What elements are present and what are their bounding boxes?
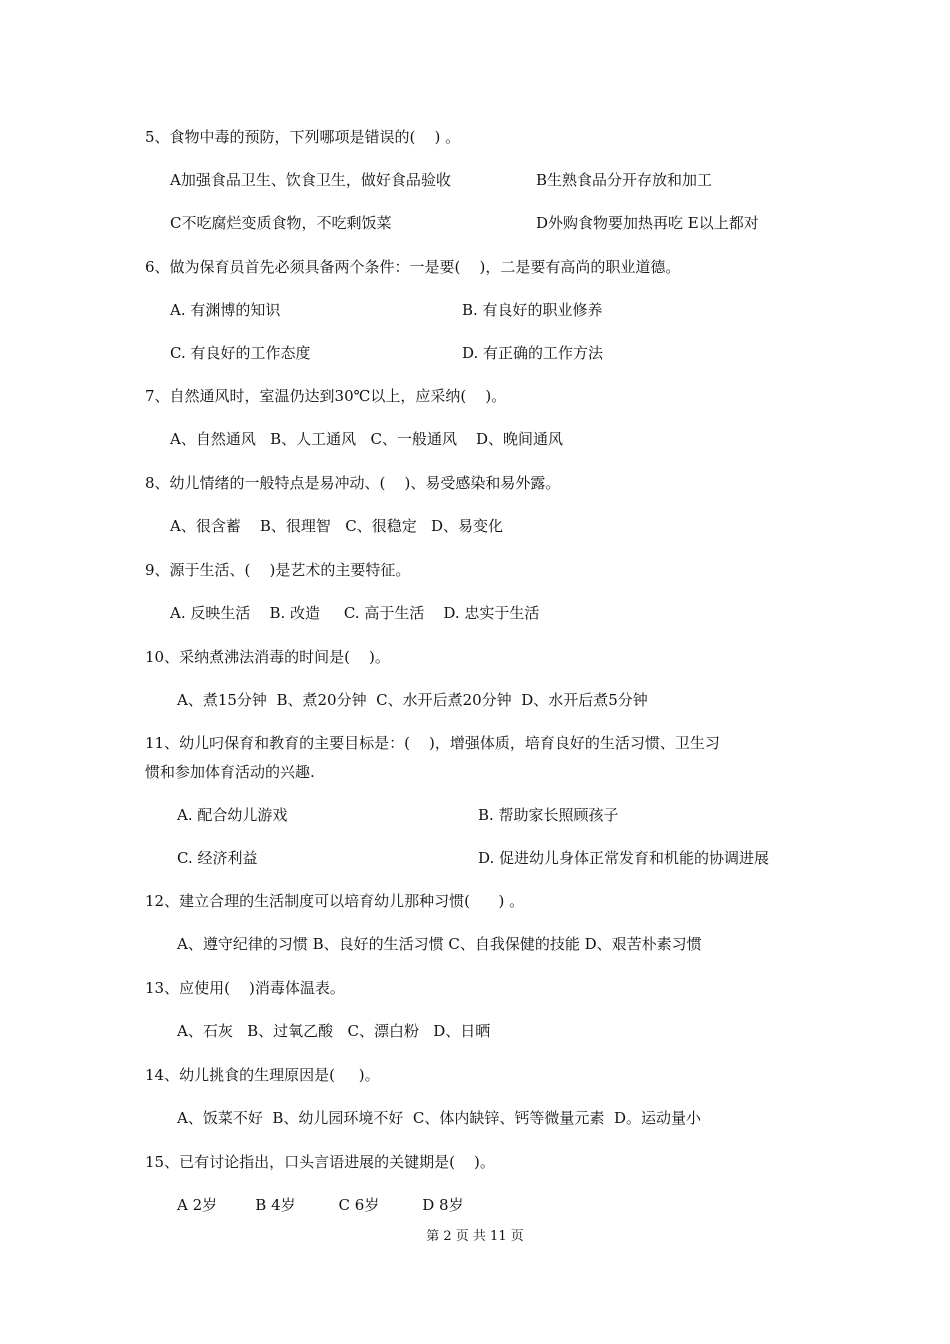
question-9-options: A. 反映生活 B. 改造 C. 高于生活 D. 忠实于生活 [170, 604, 540, 622]
question-15-stem: 15、已有讨论指出，口头言语进展的关键期是( )。 [145, 1153, 495, 1171]
page-footer: 第 2 页 共 11 页 [426, 1229, 524, 1244]
question-5-option-c: C不吃腐烂变质食物，不吃剩饭菜 [170, 214, 392, 232]
question-10-options: A、煮15分钟 B、煮20分钟 C、水开后煮20分钟 D、水开后煮5分钟 [177, 691, 648, 709]
question-5-option-d: D外购食物要加热再吃 E以上都对 [536, 214, 759, 232]
question-12-options: A、遵守纪律的习惯 B、良好的生活习惯 C、自我保健的技能 D、艰苦朴素习惯 [177, 935, 702, 953]
question-5-option-b: B生熟食品分开存放和加工 [536, 171, 713, 189]
question-7-stem: 7、自然通风时，室温仍达到30℃以上，应采纳( )。 [145, 387, 507, 405]
question-5-option-a: A加强食品卫生、饮食卫生，做好食品验收 [170, 171, 451, 189]
question-15-options: A 2岁 B 4岁 C 6岁 D 8岁 [177, 1196, 464, 1214]
question-11-stem: 11、幼儿叼保育和教育的主要目标是：( )，增强体质，培育良好的生活习惯、卫生习 [145, 734, 720, 752]
question-8-options: A、很含蓄 B、很理智 C、很稳定 D、易变化 [170, 517, 504, 535]
question-8-stem: 8、幼儿情绪的一般特点是易冲动、( )、易受感染和易外露。 [145, 474, 561, 492]
question-14-stem: 14、幼儿挑食的生理原因是( )。 [145, 1066, 380, 1084]
question-6-option-a: A. 有渊博的知识 [170, 301, 281, 319]
question-12-stem: 12、建立合理的生活制度可以培育幼儿那种习惯( ) 。 [145, 892, 525, 910]
question-10-stem: 10、采纳煮沸法消毒的时间是( )。 [145, 648, 390, 666]
question-14-options: A、饭菜不好 B、幼儿园环境不好 C、体内缺锌、钙等微量元素 D。运动量小 [177, 1109, 701, 1127]
question-9-stem: 9、源于生活、( )是艺术的主要特征。 [145, 561, 411, 579]
question-13-stem: 13、应使用( )消毒体温表。 [145, 979, 345, 997]
question-11-option-b: B. 帮助家长照顾孩子 [478, 806, 619, 824]
question-11-stem-continued: 惯和参加体育活动的兴趣. [145, 763, 315, 781]
question-11-option-c: C. 经济利益 [177, 849, 258, 867]
question-13-options: A、石灰 B、过氧乙酸 C、漂白粉 D、日晒 [177, 1022, 491, 1040]
question-11-option-d: D. 促进幼儿身体正常发育和机能的协调进展 [478, 849, 770, 867]
question-6-option-d: D. 有正确的工作方法 [462, 344, 604, 362]
question-6-stem: 6、做为保育员首先必须具备两个条件：一是要( )，二是要有高尚的职业道德。 [145, 258, 681, 276]
question-5-stem: 5、食物中毒的预防，下列哪项是错误的( ) 。 [145, 128, 461, 146]
question-7-options: A、自然通风 B、人工通风 C、一般通风 D、晚间通风 [170, 430, 564, 448]
question-6-option-c: C. 有良好的工作态度 [170, 344, 311, 362]
question-11-option-a: A. 配合幼儿游戏 [177, 806, 288, 824]
question-6-option-b: B. 有良好的职业修养 [462, 301, 603, 319]
